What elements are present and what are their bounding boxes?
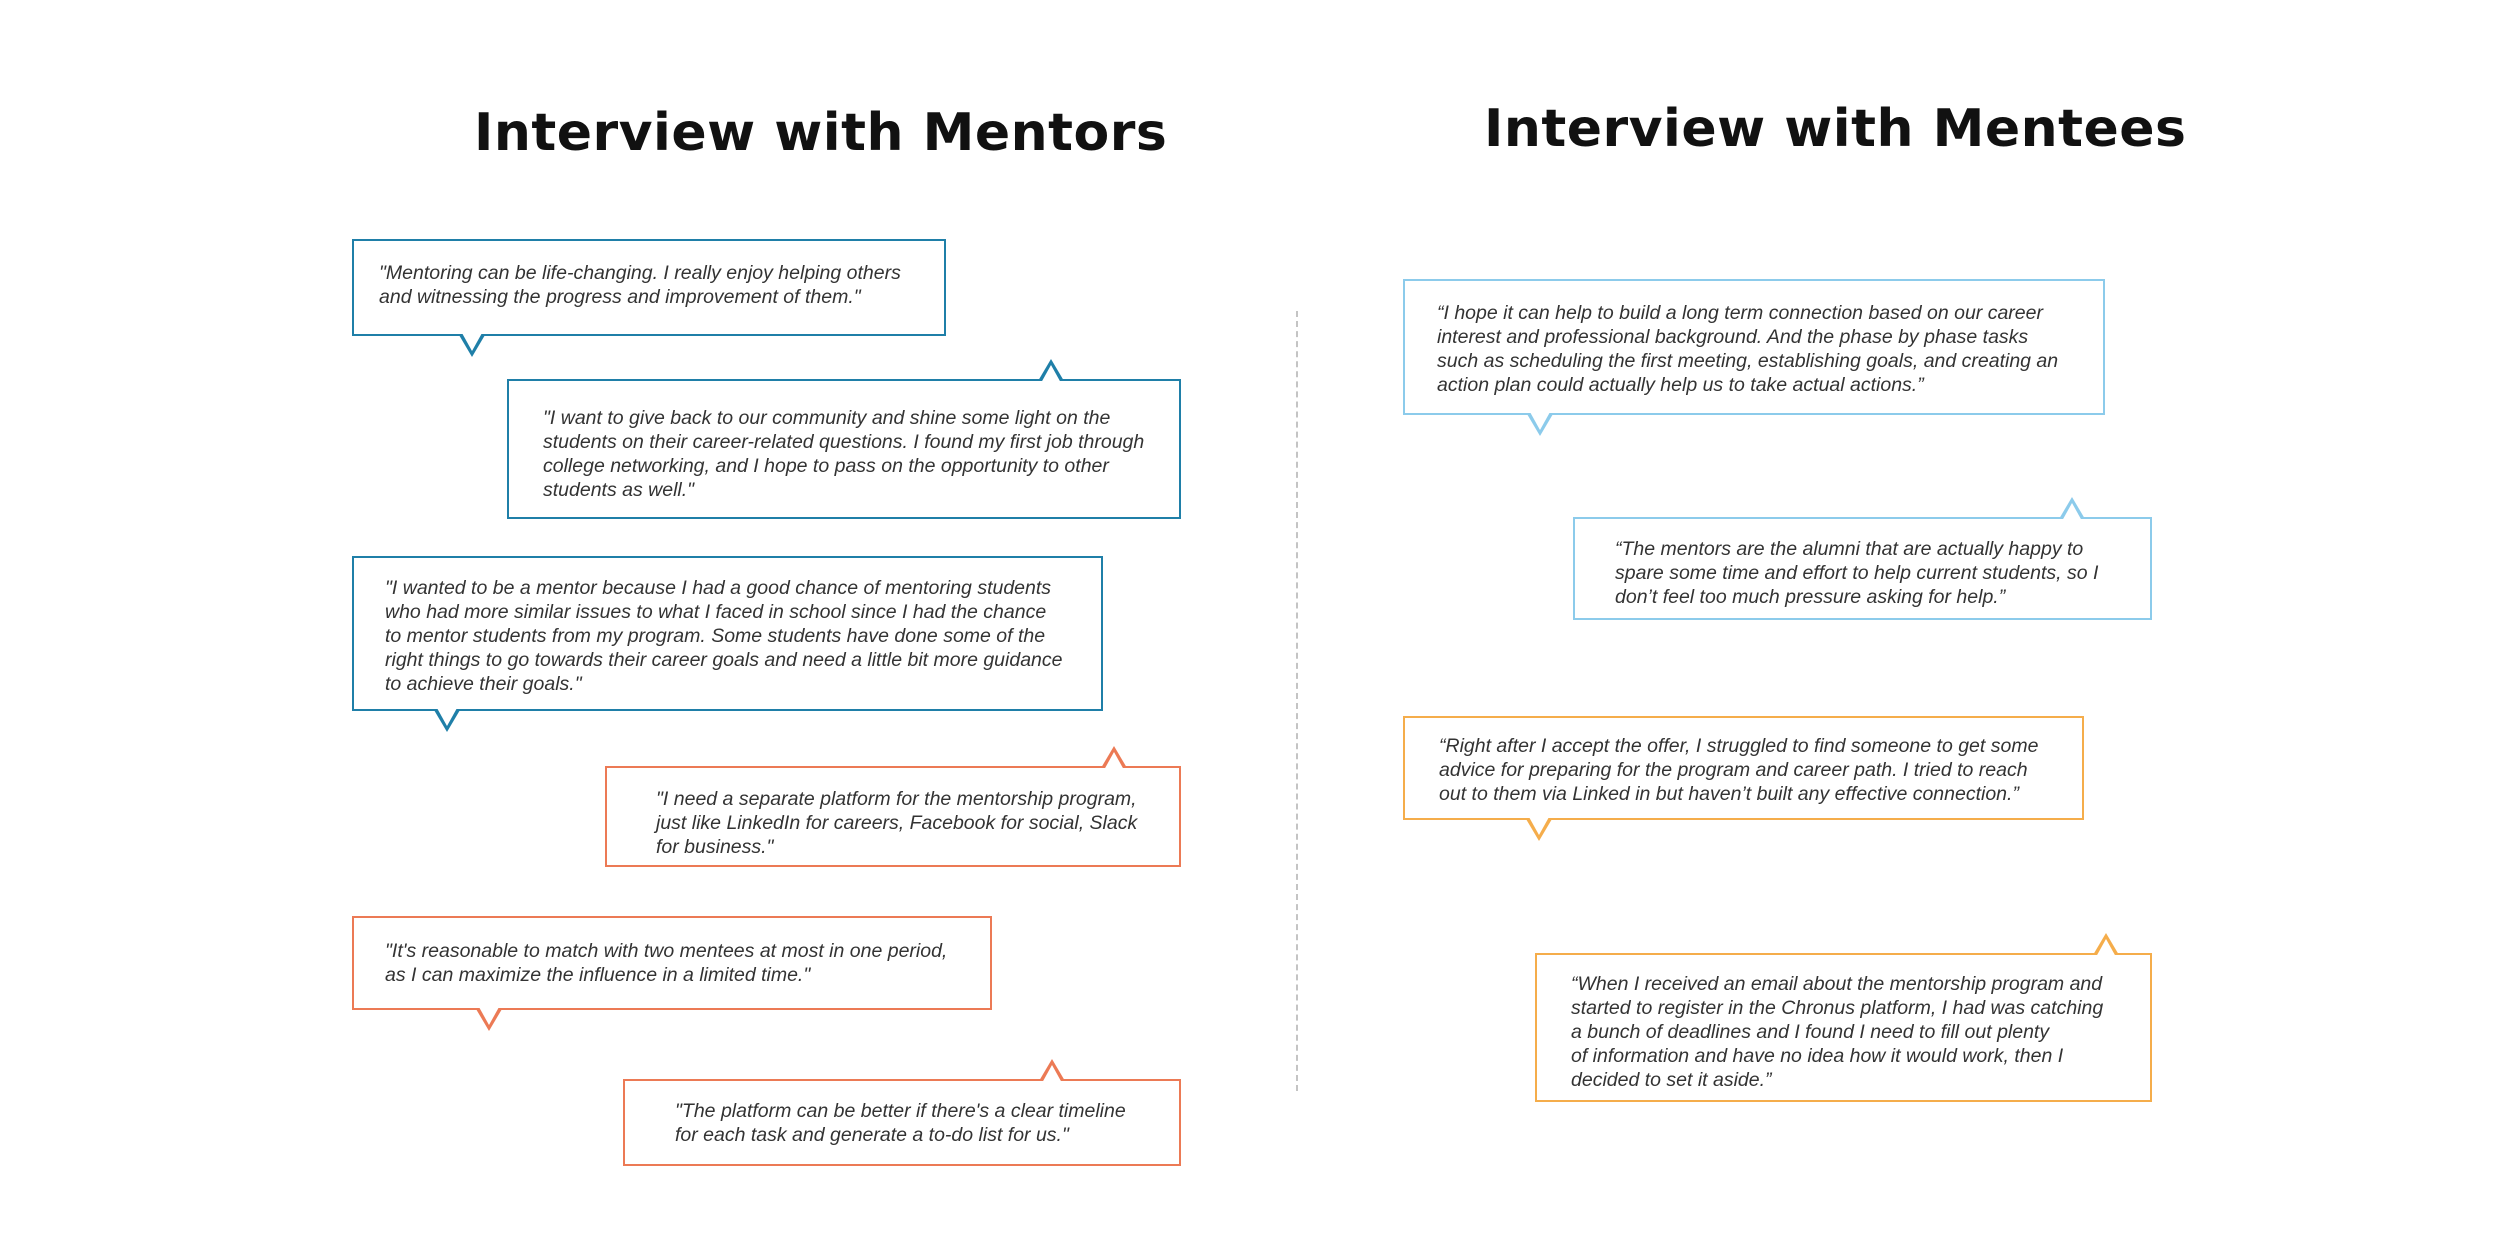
mentee-quote-text: “The mentors are the alumni that are actually happy to spare some time and effort to help current students, so I don’t feel too much pressure asking for help.” [1615,538,2099,608]
mentors-section-title: Interview with Mentors [474,102,1168,163]
mentor-quote-text: "I need a separate platform for the mentorship program, just like LinkedIn for careers, Facebook for social, Slack for business." [656,788,1138,858]
mentor-quote-text: "Mentoring can be life-changing. I really enjoy helping others and witnessing the progress and improvement of them." [379,262,901,308]
mentor-quote-bubble [352,239,946,336]
mentor-quote-text: "It's reasonable to match with two mentees at most in one period, as I can maximize the influence in a limited time." [385,940,948,986]
mentee-quote-text: “Right after I accept the offer, I struggled to find someone to get some advice for preparing for the program and career path. I tried to reach out to them via Linked in but haven’t built any effective connection.” [1439,735,2039,805]
mentee-quote-bubble [1403,279,2105,415]
mentor-quote-bubble [623,1079,1181,1166]
mentor-quote-bubble [352,556,1103,711]
mentee-quote-text: “When I received an email about the mentorship program and started to register in the Chronus platform, I had was catching a bunch of deadlines and I found I need to fill out plenty of information and have no idea how it would work, then I decided to set it aside.” [1571,973,2104,1091]
mentee-quote-bubble [1573,517,2152,620]
mentor-quote-bubble [352,916,992,1010]
mentor-quote-bubble [507,379,1181,519]
mentor-quote-bubble [605,766,1181,867]
section-divider [1296,311,1298,1091]
mentees-section-title: Interview with Mentees [1484,98,2187,159]
mentee-quote-text: “I hope it can help to build a long term connection based on our career interest and professional background. And the phase by phase tasks such as scheduling the first meeting, establishing goals, and creating an action plan could actually help us to take actual actions.” [1437,302,2059,396]
mentor-quote-text: "I wanted to be a mentor because I had a good chance of mentoring students who had more similar issues to what I faced in school since I had the chance to mentor students from my program. Some students have done some of the right things to go towards their career goals and need a little bit more guidance to achieve their goals." [385,577,1063,695]
mentee-quote-bubble [1403,716,2084,820]
mentee-quote-bubble [1535,953,2152,1102]
mentor-quote-text: "I want to give back to our community and shine some light on the students on their career-related questions. I found my first job through college networking, and I hope to pass on the opportunity to other students as well." [543,407,1145,501]
mentor-quote-text: "The platform can be better if there's a clear timeline for each task and generate a to-do list for us." [675,1100,1126,1146]
